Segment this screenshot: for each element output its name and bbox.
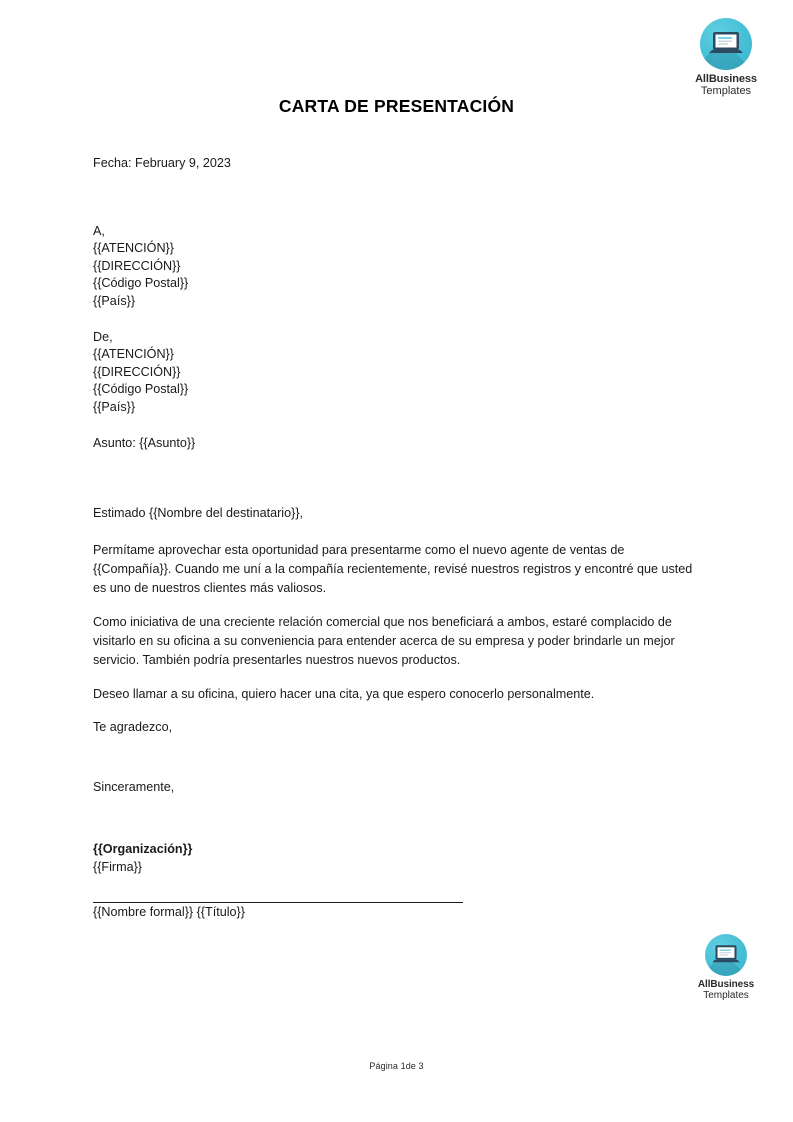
document-body bbox=[93, 155, 696, 921]
recipient-label: A, bbox=[93, 223, 105, 238]
body-paragraph-4: Te agradezco, bbox=[93, 719, 173, 734]
recipient-attention: {{ATENCIÓN}} bbox=[93, 241, 174, 256]
spacer bbox=[93, 173, 696, 223]
recipient-postal-code: {{Código Postal}} bbox=[93, 276, 189, 291]
sender-postal-code: {{Código Postal}} bbox=[93, 382, 189, 397]
body-paragraph-3: Deseo llamar a su oficina, quiero hacer una cita, ya que espero conocerlo personalmente. bbox=[93, 686, 595, 701]
signature-formal-name: {{Nombre formal}} {{Título}} bbox=[93, 904, 245, 919]
logo-subtitle: Templates bbox=[700, 84, 752, 97]
logo-name: AllBusiness bbox=[697, 979, 755, 990]
brand-logo-top bbox=[678, 18, 774, 98]
logo-name: AllBusiness bbox=[695, 73, 757, 85]
body-paragraph-2: Como iniciativa de una creciente relación comercial que nos beneficiará a ambos, estaré complacido de visitarlo en su oficina a su conveniencia para entender acerca de su empresa y poder brindarle un mejor servicio. También podría presentarles nuestros nuevos productos. bbox=[93, 614, 675, 668]
salutation: Estimado {{Nombre del destinatario}}, bbox=[93, 506, 304, 521]
date-line: Fecha: February 9, 2023 bbox=[93, 156, 231, 170]
sender-label: De, bbox=[93, 329, 113, 344]
logo-subtitle: Templates bbox=[703, 989, 749, 1001]
sender-address: {{DIRECCIÓN}} bbox=[93, 364, 181, 379]
spacer bbox=[93, 452, 696, 505]
subject-line: Asunto: {{Asunto}} bbox=[93, 435, 196, 450]
sender-country: {{País}} bbox=[93, 399, 136, 414]
closing-line: Sinceramente, bbox=[93, 780, 175, 795]
spacer bbox=[93, 876, 696, 902]
page-footer: Página 1de 3 bbox=[369, 1061, 424, 1071]
recipient-country: {{País}} bbox=[93, 293, 136, 308]
recipient-address: {{DIRECCIÓN}} bbox=[93, 258, 181, 273]
spacer bbox=[93, 311, 696, 329]
spacer bbox=[93, 417, 696, 435]
sender-attention: {{ATENCIÓN}} bbox=[93, 347, 174, 362]
spacer bbox=[93, 523, 696, 541]
brand-logo-bottom bbox=[678, 934, 774, 1002]
recipient-block bbox=[93, 223, 696, 311]
spacer bbox=[93, 797, 696, 840]
signature-organization: {{Organización}} bbox=[93, 841, 193, 856]
page-title: CARTA DE PRESENTACIÓN bbox=[278, 96, 515, 116]
signature-firma: {{Firma}} bbox=[93, 859, 143, 874]
laptop-icon bbox=[700, 18, 752, 70]
sender-block bbox=[93, 329, 696, 417]
signature-block bbox=[93, 840, 696, 921]
laptop-icon bbox=[705, 934, 747, 976]
body-paragraph-1: Permítame aprovechar esta oportunidad para presentarme como el nuevo agente de ventas de {{Compañía}}. Cuando me uní a la compañía recientemente, revisé nuestros registros y encontré que usted es uno de nuestros clientes más valiosos. bbox=[93, 542, 693, 596]
spacer bbox=[93, 737, 696, 779]
